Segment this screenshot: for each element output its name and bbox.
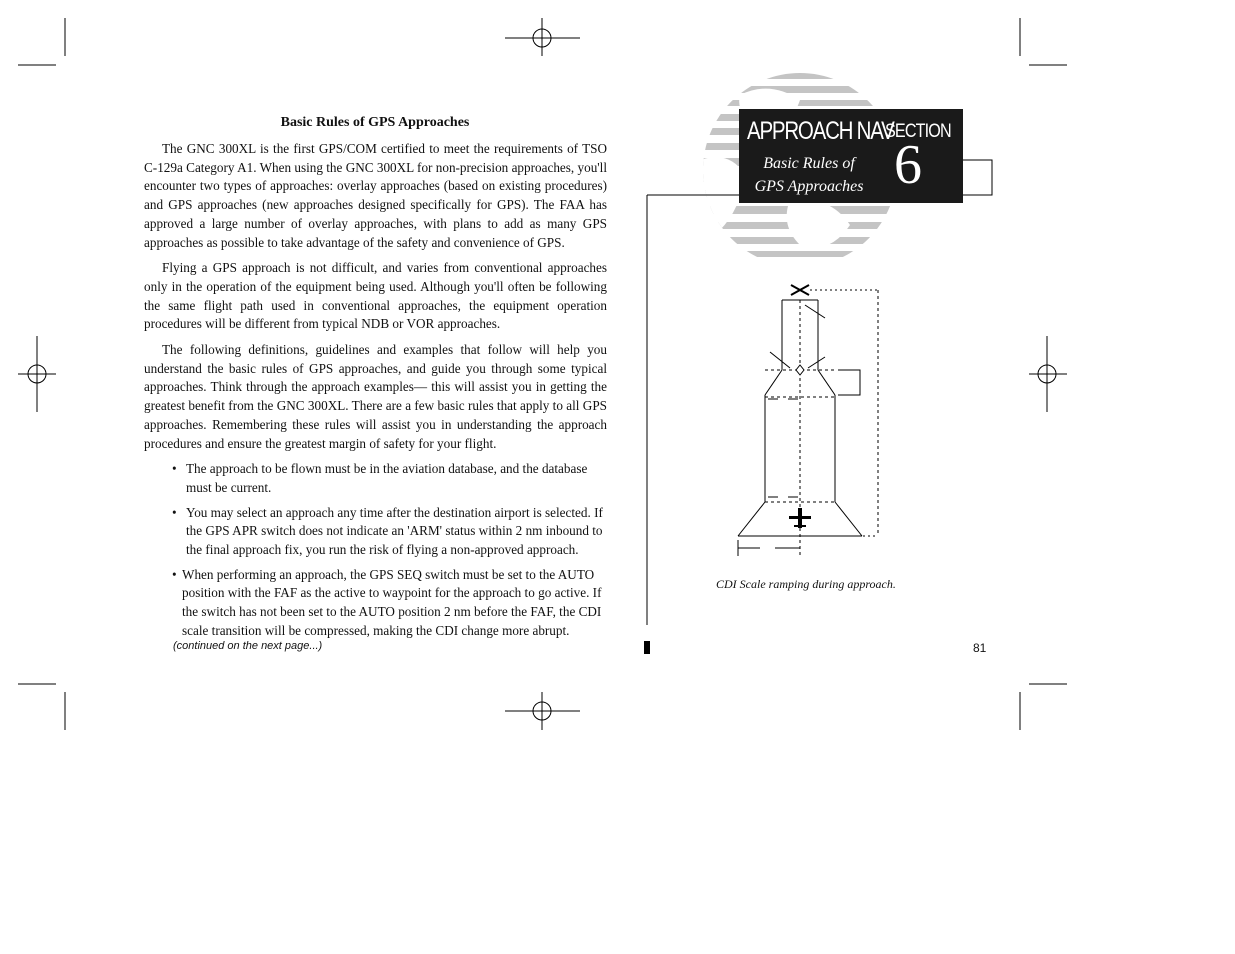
list-item-text: When performing an approach, the GPS SEQ switch must be set to the AUTO position with the FAF as the active to waypoint for the approach to go active. If the switch has not been set to the AUTO position 2 nm before the FAF, the CDI scale transition will be compressed, making the CDI change more abrupt. xyxy=(182,566,602,638)
list-item xyxy=(144,460,607,497)
bullet: • xyxy=(172,504,177,520)
tab-subtitle xyxy=(747,152,871,198)
paragraph-2: Flying a GPS approach is not difficult, and varies from conventional approaches only in the operation of the equipment being used. Although you'll often be following the same flight path used in conventional approaches, the equipment operation procedures will be different from typical NDB or VOR approaches. xyxy=(144,260,607,332)
continued-note: (continued on the next page...) xyxy=(173,640,323,652)
section-label: SECTION xyxy=(885,121,951,142)
list-item xyxy=(144,566,607,641)
bullet: • xyxy=(172,461,177,477)
rules-list xyxy=(144,460,607,640)
list-item-text: The approach to be flown must be in the aviation database, and the database must be current. xyxy=(186,461,588,495)
section-heading: Basic Rules of GPS Approaches xyxy=(280,115,470,130)
paragraph-1: The GNC 300XL is the first GPS/COM certified to meet the requirements of TSO C-129a Category A1. When using the GNC 300XL for non-precision approaches, you'll encounter two types of approaches: overlay approaches (based on existing procedures) and GPS approaches (new approaches designed specifically for GPS). The FAA has approved a large number of overlay approaches, with plans to add as many GPS approaches as possible to take advantage of the safety and convenience of GPS. xyxy=(144,141,607,250)
cdi-diagram xyxy=(738,285,878,556)
tab-title: APPROACH NAV xyxy=(747,117,894,145)
list-item xyxy=(144,504,607,560)
tab-subtitle-line-1: Basic Rules of xyxy=(763,155,855,172)
tab-subtitle-line-2: GPS Approaches xyxy=(754,178,864,195)
section-number: 6 xyxy=(894,134,922,196)
paragraph-3: The following definitions, guidelines and examples that follow will help you understand the basic rules of GPS approaches, and guide you through some typical approaches. Think through the approach examples— this will assist you in getting the greatest benefit from the GNC 300XL. There are a few basic rules that apply to all GPS approaches. Remembering these rules will assist you in understanding the approach procedures and ensure the greatest margin of safety for your flight. xyxy=(144,342,607,451)
list-item-text: You may select an approach any time after the destination airport is selected. If the GPS APR switch does not indicate an 'ARM' status within 2 nm inbound to the final approach fix, you run the risk of flying a non-approved approach. xyxy=(186,504,603,558)
figure-caption: CDI Scale ramping during approach. xyxy=(716,577,896,591)
page-number: 81 xyxy=(973,641,987,655)
margin-marker xyxy=(644,641,650,654)
body-text xyxy=(144,140,607,647)
bullet: • xyxy=(172,566,177,582)
airplane-icon xyxy=(789,508,811,528)
section-tab xyxy=(739,109,963,203)
